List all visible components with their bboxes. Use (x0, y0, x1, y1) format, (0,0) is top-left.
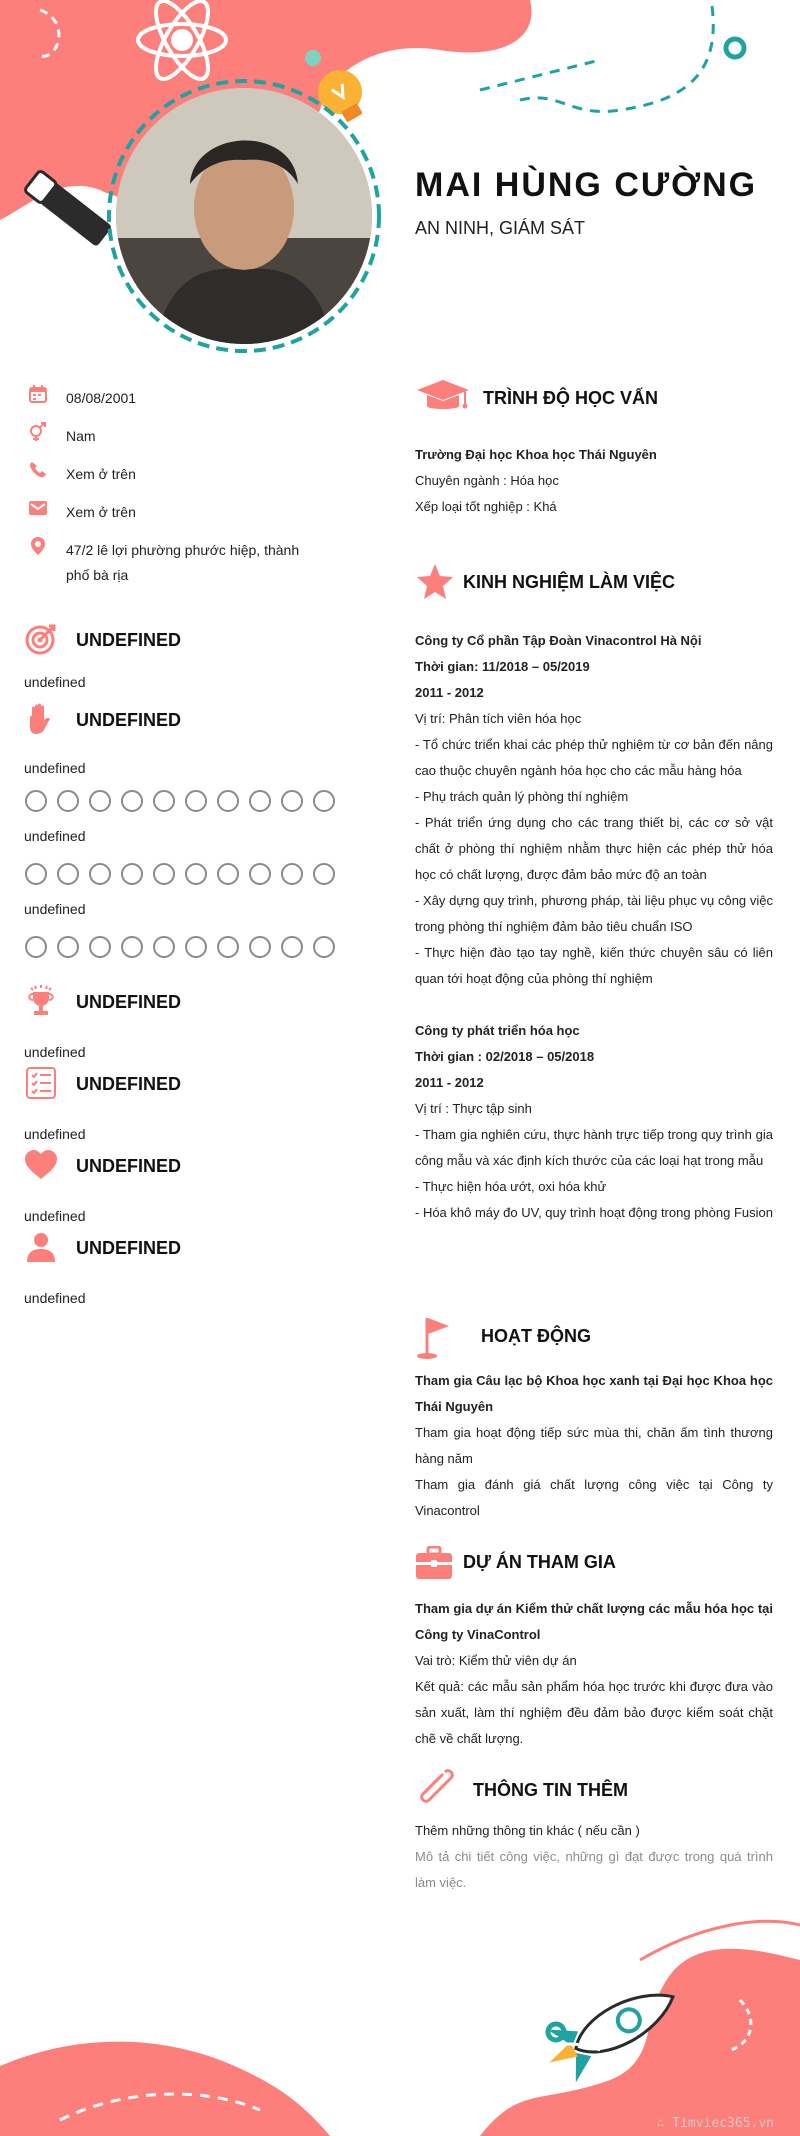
phone-text: Xem ở trên (66, 466, 136, 482)
job-2-period: Thời gian : 02/2018 – 05/2018 (415, 1049, 595, 1064)
job-2-years: 2011 - 2012 (415, 1075, 484, 1090)
job-1-position: Vị trí: Phân tích viên hóa học (415, 711, 582, 726)
avatar (116, 88, 372, 344)
projects-heading: Tham gia dự án Kiểm thử chất lượng các mẫu hóa học tại Công ty VinaControl (415, 1601, 773, 1642)
job-2-company: Công ty phát triển hóa học (415, 1023, 580, 1038)
job-1-line-1: - Tổ chức triển khai các phép thử nghiệm từ cơ bản đến nâng cao thuộc chuyên ngành hóa học cho các mẫu hàng hóa (415, 737, 773, 778)
activities-line-2: Tham gia đánh giá chất lượng công việc tại Công ty Vinacontrol (415, 1477, 773, 1518)
gender-text: Nam (66, 428, 96, 444)
email-icon (28, 498, 48, 518)
phone-icon (28, 460, 48, 480)
email-text: Xem ở trên (66, 504, 136, 520)
candidate-name: MAI HÙNG CƯỜNG (415, 166, 758, 204)
extra-info-line-1: Thêm những thông tin khác ( nếu cần ) (415, 1823, 640, 1838)
gender-icon (28, 422, 48, 442)
job-2-line-3: - Hóa khô máy đo UV, quy trình hoạt động trong phòng Fusion (415, 1205, 773, 1220)
skill-label-1: undefined (24, 760, 86, 776)
flag-icon (415, 1314, 455, 1360)
education-title: TRÌNH ĐỘ HỌC VẤN (483, 388, 658, 408)
activities-body (415, 1368, 773, 1524)
job-2-line-1: - Tham gia nghiên cứu, thực hành trực tiếp trong quy trình gia công mẫu và xác định kích thước của các loại hạt trong mẫu (415, 1127, 773, 1168)
projects-body (415, 1596, 773, 1752)
awards-title: UNDEFINED (76, 992, 182, 1012)
graduation-cap-icon (415, 376, 471, 420)
projects-result: Kết quả: các mẫu sản phẩm hóa học trước khi được đưa vào sản xuất, làm thí nghiệm đều đảm bảo được kiểm soát chặt chẽ về chất lượng. (415, 1679, 773, 1746)
paperclip-icon (415, 1766, 459, 1810)
bottom-left-coral-blob (0, 2042, 330, 2136)
job-1-line-2: - Phụ trách quản lý phòng thí nghiệm (415, 789, 629, 804)
activities-line-1: Tham gia hoạt động tiếp sức mùa thi, chăn ấm tình thương hàng năm (415, 1425, 773, 1466)
extra-info-body (415, 1818, 773, 1896)
job-1-line-4: - Xây dựng quy trình, phương pháp, tài liệu phục vụ công việc trong phòng thí nghiệm đảm bảo tiêu chuẩn ISO (415, 893, 773, 934)
experience-title: KINH NGHIỆM LÀM VIỆC (463, 572, 676, 592)
awards-value: undefined (24, 1044, 86, 1060)
skill-rating-3 (25, 936, 335, 958)
job-1-company: Công ty Cổ phần Tập Đoàn Vinacontrol Hà Nội (415, 633, 702, 648)
checklist-icon (24, 1066, 58, 1100)
job-1-years: 2011 - 2012 (415, 685, 484, 700)
watermark: ∴ Timviec365.vn (656, 2116, 774, 2131)
job-1-line-3: - Phát triển ứng dụng cho các trang thiết bị, các cơ sở vật chất ở phòng thí nghiệm nhằm thực hiện các phép thử hóa học có chất lượng, được đảm bảo mức độ an toàn (415, 815, 773, 882)
goal-value: undefined (24, 674, 86, 690)
extra-info-line-2: Mô tả chi tiết công việc, những gì đạt được trong quá trình làm việc. (415, 1849, 773, 1890)
education-body (415, 442, 773, 520)
person-icon (24, 1230, 58, 1264)
activities-heading: Tham gia Câu lạc bộ Khoa học xanh tại Đại học Khoa học Thái Nguyên (415, 1373, 773, 1414)
hobbies-value: undefined (24, 1208, 86, 1224)
job-2-position: Vị trí : Thực tập sinh (415, 1101, 532, 1116)
trophy-icon (24, 984, 58, 1018)
job-2-line-2: - Thực hiện hóa ướt, oxi hóa khử (415, 1179, 607, 1194)
target-icon (24, 622, 58, 656)
extra-info-title: THÔNG TIN THÊM (473, 1780, 628, 1800)
skill-label-3: undefined (24, 901, 86, 917)
job-1-period: Thời gian: 11/2018 – 05/2019 (415, 659, 590, 674)
education-grade: Xếp loại tốt nghiệp : Khá (415, 499, 557, 514)
certificates-value: undefined (24, 1126, 86, 1142)
activities-title: HOẠT ĐỘNG (481, 1326, 591, 1346)
certificates-title: UNDEFINED (76, 1074, 182, 1094)
skill-label-2: undefined (24, 828, 86, 844)
star-icon (415, 562, 455, 602)
birthday-text: 08/08/2001 (66, 390, 137, 406)
job-title: AN NINH, GIÁM SÁT (415, 218, 586, 238)
skill-rating-1 (25, 790, 335, 812)
job-1-line-5: - Thực hiện đào tạo tay nghề, kiến thức chuyên sâu có liên quan tới hoạt động của phòng thí nghiệm (415, 945, 773, 986)
location-pin-icon (28, 536, 48, 556)
heart-icon (24, 1148, 58, 1182)
calendar-icon (28, 384, 48, 404)
experience-body (415, 628, 773, 1226)
teal-ring-decoration (726, 39, 744, 57)
references-title: UNDEFINED (76, 1238, 182, 1258)
education-major: Chuyên ngành : Hóa học (415, 473, 559, 488)
education-school: Trường Đại học Khoa học Thái Nguyên (415, 447, 657, 462)
hobbies-title: UNDEFINED (76, 1156, 182, 1176)
skill-rating-2 (25, 863, 335, 885)
briefcase-icon (415, 1546, 453, 1580)
address-text: 47/2 lê lợi phường phước hiệp, thành phố bà rịa (66, 542, 300, 583)
goal-title: UNDEFINED (76, 630, 182, 650)
bottom-coral-blob (480, 1949, 800, 2136)
hand-icon (24, 702, 58, 736)
projects-role: Vai trò: Kiểm thử viên dự án (415, 1653, 577, 1668)
projects-title: DỰ ÁN THAM GIA (463, 1552, 616, 1572)
skills-title: UNDEFINED (76, 710, 182, 730)
references-value: undefined (24, 1290, 86, 1306)
